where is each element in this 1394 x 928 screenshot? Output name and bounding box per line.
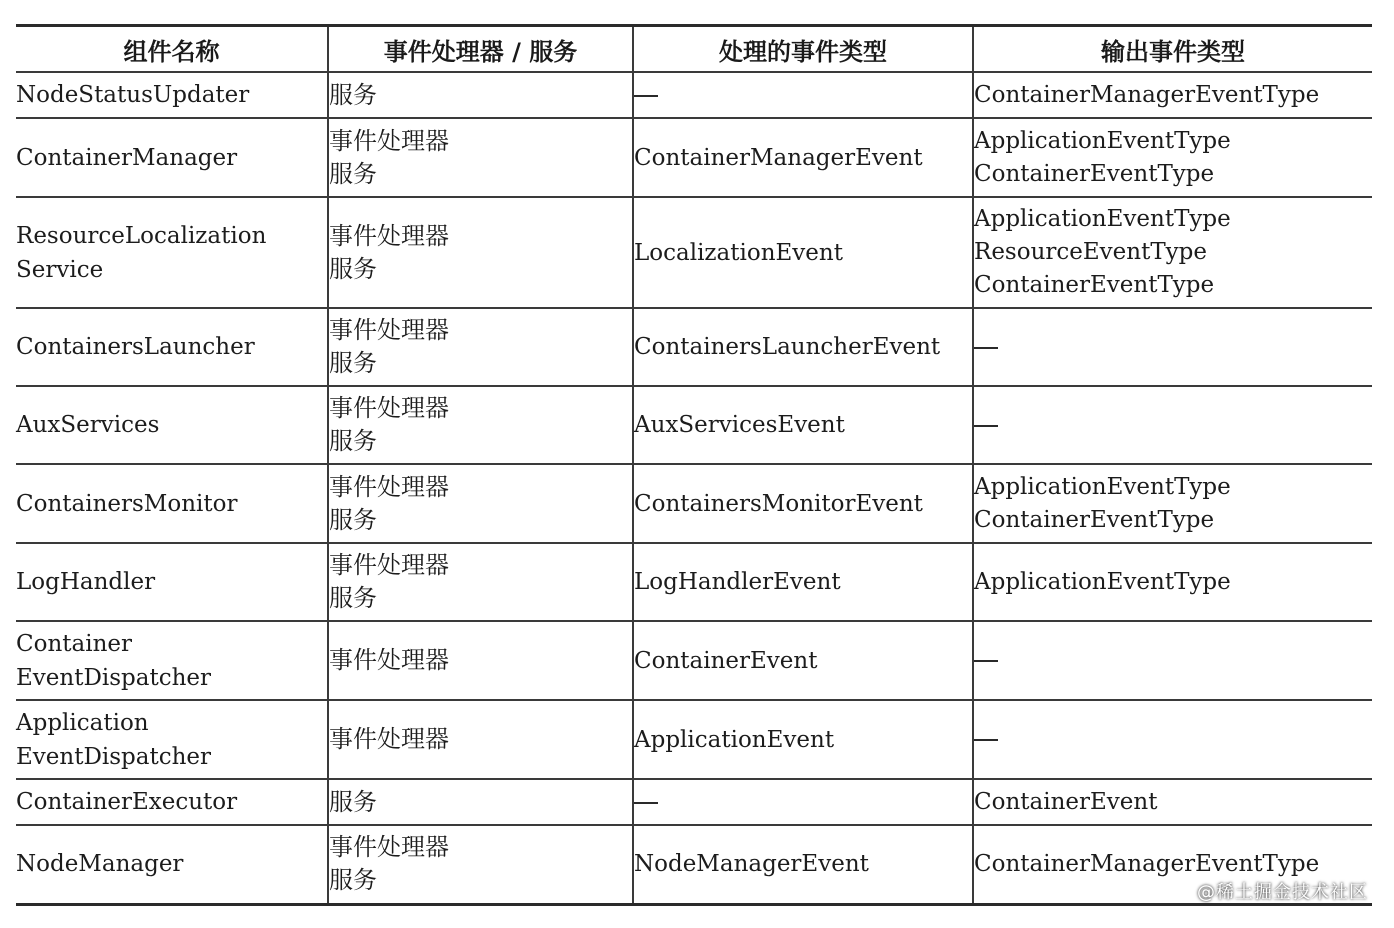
output-event-cell-text: ApplicationEventType bbox=[974, 568, 1231, 595]
component-name-cell bbox=[16, 700, 328, 779]
handled-event-cell bbox=[633, 779, 973, 825]
role-cell-text: 服务 bbox=[329, 505, 377, 534]
role-cell-text: 服务 bbox=[329, 254, 377, 283]
handled-event-cell bbox=[633, 825, 973, 904]
table-row bbox=[16, 386, 1372, 464]
dash-mark bbox=[974, 425, 998, 427]
component-name-cell-text: ContainerManager bbox=[16, 144, 238, 171]
handled-event-cell bbox=[633, 308, 973, 386]
output-event-cell bbox=[973, 700, 1372, 779]
handled-event-cell-text: ContainersMonitorEvent bbox=[634, 490, 923, 517]
table-header-row bbox=[16, 26, 1372, 73]
role-cell-text: 服务 bbox=[329, 787, 377, 816]
output-event-cell bbox=[973, 779, 1372, 825]
role-cell-text: 事件处理器 bbox=[329, 725, 449, 753]
table-row bbox=[16, 621, 1372, 700]
handled-event-cell-text: LogHandlerEvent bbox=[634, 569, 841, 595]
output-event-cell bbox=[973, 197, 1372, 308]
header-handled-event-type: 处理的事件类型 bbox=[633, 26, 973, 73]
component-name-cell bbox=[16, 543, 328, 621]
header-handler-or-service: 事件处理器 / 服务 bbox=[328, 26, 633, 73]
output-event-cell-text: ContainerEventType bbox=[974, 506, 1215, 533]
empty-dash bbox=[974, 644, 1372, 677]
output-event-cell-text: ResourceEventType bbox=[974, 239, 1207, 265]
role-cell-text: 服务 bbox=[329, 866, 377, 895]
component-name-cell-text: LogHandler bbox=[16, 569, 156, 595]
component-name-cell-text: ResourceLocalization bbox=[16, 222, 267, 249]
component-name-cell-text: Application bbox=[16, 709, 149, 736]
handled-event-cell bbox=[633, 72, 973, 118]
role-cell-text: 事件处理器 bbox=[329, 646, 449, 674]
output-event-cell-text: ContainerEventType bbox=[974, 272, 1215, 298]
table-row bbox=[16, 464, 1372, 543]
table-row bbox=[16, 308, 1372, 386]
handled-event-cell-text: LocalizationEvent bbox=[634, 239, 843, 266]
component-name-cell-text: AuxServices bbox=[16, 412, 160, 438]
handled-event-cell-text: NodeManagerEvent bbox=[634, 851, 869, 878]
output-event-cell bbox=[973, 543, 1372, 621]
component-name-cell bbox=[16, 825, 328, 904]
component-name-cell bbox=[16, 308, 328, 386]
table-row bbox=[16, 543, 1372, 621]
handled-event-cell-text: ContainerEvent bbox=[634, 647, 818, 674]
handled-event-cell-text: AuxServicesEvent bbox=[634, 412, 845, 438]
role-cell-text: 服务 bbox=[329, 159, 377, 188]
output-event-cell-text: ContainerEventType bbox=[974, 160, 1215, 187]
empty-dash bbox=[974, 723, 1372, 756]
component-name-cell-text: EventDispatcher bbox=[16, 664, 212, 691]
dash-mark bbox=[634, 802, 658, 804]
header-output-event-type: 输出事件类型 bbox=[973, 26, 1372, 73]
role-cell bbox=[328, 464, 633, 543]
table-row bbox=[16, 825, 1372, 904]
component-name-cell-text: ContainerExecutor bbox=[16, 789, 238, 815]
table-row bbox=[16, 700, 1372, 779]
component-name-cell bbox=[16, 621, 328, 700]
handled-event-cell bbox=[633, 464, 973, 543]
table-page bbox=[16, 24, 1372, 906]
handled-event-cell bbox=[633, 386, 973, 464]
output-event-cell-text: ContainerManagerEventType bbox=[974, 850, 1320, 877]
table-body bbox=[16, 72, 1372, 904]
component-name-cell-text: NodeStatusUpdater bbox=[16, 82, 250, 108]
output-event-cell bbox=[973, 118, 1372, 197]
handled-event-cell bbox=[633, 543, 973, 621]
component-name-cell bbox=[16, 464, 328, 543]
role-cell-text: 事件处理器 bbox=[329, 833, 449, 862]
role-cell bbox=[328, 543, 633, 621]
handled-event-cell-text: ApplicationEvent bbox=[634, 726, 835, 753]
dash-mark bbox=[634, 95, 658, 97]
component-name-cell-text: NodeManager bbox=[16, 851, 184, 878]
role-cell bbox=[328, 308, 633, 386]
role-cell-text: 服务 bbox=[329, 349, 377, 377]
component-name-cell bbox=[16, 386, 328, 464]
output-event-cell bbox=[973, 621, 1372, 700]
handled-event-cell bbox=[633, 621, 973, 700]
output-event-cell bbox=[973, 308, 1372, 386]
role-cell bbox=[328, 386, 633, 464]
output-event-cell-text: ApplicationEventType bbox=[974, 127, 1231, 154]
empty-dash bbox=[974, 331, 1372, 364]
output-event-cell bbox=[973, 386, 1372, 464]
role-cell bbox=[328, 72, 633, 118]
role-cell-text: 事件处理器 bbox=[329, 551, 449, 579]
component-name-cell bbox=[16, 72, 328, 118]
role-cell bbox=[328, 621, 633, 700]
component-name-cell-text: Service bbox=[16, 256, 104, 283]
table-row bbox=[16, 118, 1372, 197]
handled-event-cell-text: ContainerManagerEvent bbox=[634, 144, 923, 171]
component-name-cell bbox=[16, 197, 328, 308]
component-name-cell bbox=[16, 779, 328, 825]
empty-dash bbox=[974, 409, 1372, 442]
role-cell-text: 事件处理器 bbox=[329, 316, 449, 344]
dash-mark bbox=[974, 739, 998, 741]
handled-event-cell bbox=[633, 197, 973, 308]
role-cell bbox=[328, 118, 633, 197]
table-row bbox=[16, 197, 1372, 308]
role-cell-text: 服务 bbox=[329, 80, 377, 109]
role-cell bbox=[328, 197, 633, 308]
role-cell-text: 服务 bbox=[329, 427, 377, 455]
role-cell-text: 事件处理器 bbox=[329, 394, 449, 422]
event-table bbox=[16, 24, 1372, 906]
role-cell-text: 事件处理器 bbox=[329, 126, 449, 155]
component-name-cell-text: ContainersLauncher bbox=[16, 334, 255, 360]
role-cell bbox=[328, 779, 633, 825]
handled-event-cell-text: ContainersLauncherEvent bbox=[634, 334, 941, 360]
output-event-cell-text: ContainerManagerEventType bbox=[974, 81, 1320, 108]
component-name-cell-text: EventDispatcher bbox=[16, 743, 212, 770]
handled-event-cell bbox=[633, 700, 973, 779]
output-event-cell bbox=[973, 464, 1372, 543]
table-row bbox=[16, 779, 1372, 825]
role-cell-text: 事件处理器 bbox=[329, 472, 449, 501]
output-event-cell bbox=[973, 72, 1372, 118]
dash-mark bbox=[974, 660, 998, 662]
role-cell bbox=[328, 700, 633, 779]
header-component-name: 组件名称 bbox=[16, 26, 328, 73]
dash-mark bbox=[974, 347, 998, 349]
role-cell-text: 服务 bbox=[329, 584, 377, 612]
output-event-cell-text: ApplicationEventType bbox=[974, 206, 1231, 232]
table-row bbox=[16, 72, 1372, 118]
component-name-cell-text: Container bbox=[16, 630, 132, 657]
empty-dash bbox=[634, 785, 972, 819]
component-name-cell-text: ContainersMonitor bbox=[16, 490, 238, 517]
role-cell-text: 事件处理器 bbox=[329, 221, 449, 250]
handled-event-cell bbox=[633, 118, 973, 197]
output-event-cell-text: ContainerEvent bbox=[974, 788, 1158, 815]
component-name-cell bbox=[16, 118, 328, 197]
output-event-cell-text: ApplicationEventType bbox=[974, 473, 1231, 500]
watermark: @稀土掘金技术社区 bbox=[1197, 882, 1368, 903]
role-cell bbox=[328, 825, 633, 904]
empty-dash bbox=[634, 78, 972, 112]
